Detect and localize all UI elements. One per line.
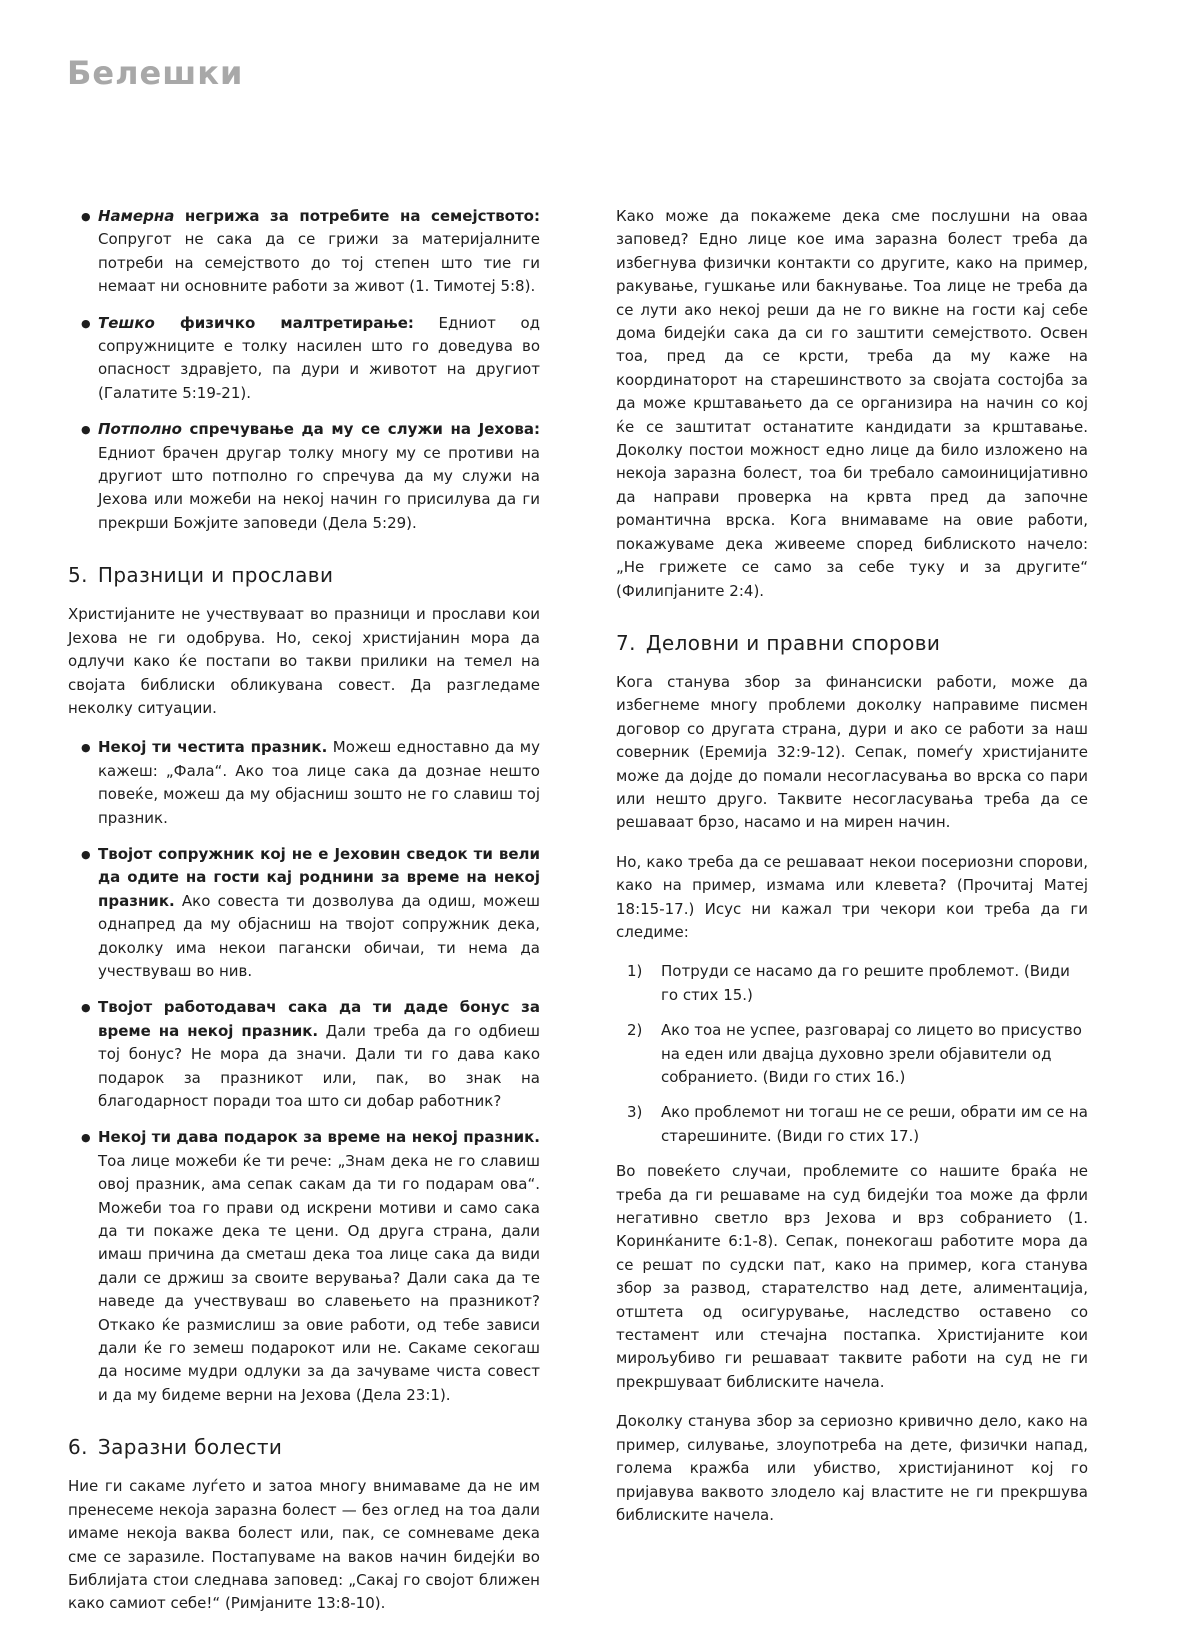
bullet-lead-emphasis: Тешко [98, 313, 155, 332]
bullet-lead: Твојот работодавач сака да ти даде бонус за време на некој празник. [98, 998, 540, 1040]
bullet-lead [98, 314, 414, 332]
bullet-item [98, 312, 540, 406]
section-5-bullet-list [68, 736, 540, 1407]
section-7-paragraph-4: Доколку станува збор за сериозно кривично дело, како на пример, силување, злоупотреба на дете, физички напад, голема кражба или убиство, христијанинот кој го пријавува ваквото злодело кај властите не ги прекршува библиските начела. [616, 1412, 1088, 1524]
step-number: 1) [627, 962, 643, 981]
bullet-text: Едниот од сопружниците е толку насилен што го доведува во опасност здравјето, па дури и животот на другиот (Галатите 5:19-21). [98, 313, 540, 402]
bullet-item [98, 843, 540, 983]
page-heading: Белешки [67, 54, 244, 92]
bullet-lead: Твојот сопружник кој не е Јеховин сведок ти вели да одите на гости кај роднини за време на некој празник. [98, 844, 540, 910]
step-text: Ако проблемот ни тогаш не се реши, обрати им се на старешините. (Види го стих 17.) [661, 1103, 1088, 1145]
section-7-paragraph-1: Кога станува збор за финансиски работи, може да избегнеме многу проблеми доколку направиме писмен договор со другата страна, дури и ако се работи за наш соверник (Еремија 32:9-12). Сепак, помеѓу христијаните може да дојде до помали несогласувања во врска со пари или нешто друго. Таквите несогласувања треба да се решаваат брзо, насамо и на мирен начин. [616, 672, 1088, 832]
step-item [616, 1019, 1088, 1089]
section-6-paragraph-2: Како може да покажеме дека сме послушни на оваа заповед? Едно лице кое има заразна болест треба да избегнува физички контакти со другите, како на пример, ракување, гушкање или бакнување. Тоа лице не треба да се лути ако некој реши да не го викне на гости кај себе дома бидејќи сака да си го заштити семејството. Освен тоа, пред да се крсти, треба да му каже на координаторот на старешинството за својата состојба за да може крштавањето да се организира на начин со кој ќе се заштитат останатите кандидати за крштавање. Доколку постои можност едно лице да било изложено на некоја заразна болест, тоа би требало самоиницијативно да направи проверка на крвта пред да започне романтична врска. Кога внимаваме на овие работи, покажуваме дека живееме според библиското начело: „Не грижете се само за себе туку и за другите“ (Филипјаните 2:4). [616, 207, 1088, 600]
right-column [616, 205, 1088, 1543]
bullet-lead-rest: негрижа за потребите на семејството: [174, 207, 540, 225]
bullet-text: Дали треба да го одбиеш тој бонус? Не мора да значи. Дали ти го дава како подарок за празникот или, пак, во знак на благодарност поради тоа што си добар работник? [98, 1021, 540, 1110]
section-7-paragraph-3: Во повеќето случаи, проблемите со нашите браќа не треба да ги решаваме на суд бидејќи тоа може да фрли негативно светло врз Јехова и врз собранието (1. Коринќаните 6:1-8). Сепак, понекогаш работите мора да се решат по судски пат, како на пример, кога станува збор за развод, старателство над дете, алиментација, отштета од осигурување, наследство оставено со тестамент или стечајна постапка. Христијаните кои мирољубиво ги решаваат таквите работи на суд не ги прекршуваат библиските начела. [616, 1162, 1088, 1391]
bullet-text: Можеш едноставно да му кажеш: „Фала“. Ако тоа лице сака да дознае нешто повеќе, можеш да му објасниш зошто не го славиш тој празник. [98, 738, 540, 827]
step-number: 3) [627, 1103, 643, 1122]
section-7-paragraph-2: Но, како треба да се решаваат некои посериозни спорови, како на пример, измама или клевета? (Прочитај Матеј 18:15-17.) Исус ни кажал три чекори кои треба да ги следиме: [616, 852, 1088, 941]
bullet-item [98, 205, 540, 299]
bullet-item [98, 996, 540, 1113]
bullet-lead: Некој ти дава подарок за време на некој празник. [98, 1128, 540, 1147]
bullet-lead [98, 420, 540, 438]
section-title: Заразни болести [97, 1435, 283, 1460]
section-title: Празници и прослави [97, 563, 334, 588]
bullet-lead [98, 207, 540, 225]
bullet-item [98, 418, 540, 535]
section-title: Деловни и правни спорови [645, 630, 941, 655]
step-item [616, 1101, 1088, 1148]
section-number: 7. [616, 630, 636, 655]
step-item [616, 960, 1088, 1007]
section-6-heading [68, 1433, 540, 1461]
section-number: 6. [68, 1435, 88, 1460]
bullet-lead-rest: спречување да му се служи на Јехова: [181, 420, 540, 439]
step-number: 2) [627, 1021, 643, 1040]
section-7-heading [616, 629, 1088, 657]
section-6-paragraph-1: Ние ги сакаме луѓето и затоа многу внимаваме да не им пренесеме некоја заразна болест — без оглед на тоа дали имаме некоја ваква болест или, пак, се сомневаме дека сме се заразиле. Постапуваме на ваков начин бидејќи во Библијата стои следнава заповед: „Сакај го својот ближен како самиот себе!“ (Римјаните 13:8-10). [68, 1477, 540, 1613]
bullet-lead-emphasis: Потполно [98, 420, 182, 439]
bullet-text: Едниот брачен другар толку многу му се противи на другиот што потполно го спречува да му служи на Јехова или можеби на некој начин го присилува да ги прекрши Божјите заповеди (Дела 5:29). [98, 443, 540, 532]
section-5-intro: Христијаните не учествуваат во празници и прослави кои Јехова не ги одобрува. Но, секој христијанин мора да одлучи како ќе постапи во такви прилики на темел на својата библиски обликувана совест. Да разгледаме неколку ситуации. [68, 605, 540, 717]
bullet-text: Сопругот не сака да се грижи за материјалните потреби на семејството до тој степен што тие ги немаат ни основните работи за живот (1. Тимотеј 5:8). [98, 230, 540, 296]
bullet-text: Тоа лице можеби ќе ти рече: „Знам дека не го славиш овој празник, ама сепак сакам да ти го подарам ова“. Можеби тоа го прави од искрени мотиви и само сака да ти покаже дека те цени. Од друга страна, дали имаш причина да сметаш дека тоа лице сака да види дали се држиш за своите верувања? Дали сака да те наведе да учествуваш во славењето на празникот? Откако ќе размислиш за овие работи, од тебе зависи дали ќе го земеш подарокот или не. Сакаме секогаш да носиме мудри одлуки за да зачуваме чиста совест и да му бидеме верни на Јехова (Дела 23:1). [98, 1151, 540, 1404]
bullet-item [98, 1126, 540, 1407]
left-column [68, 205, 540, 1632]
steps-list [616, 960, 1088, 1148]
bullet-lead-emphasis: Намерна [98, 207, 175, 225]
section-number: 5. [68, 563, 88, 588]
bullet-lead: Некој ти честита празник. [98, 738, 328, 757]
section-5-heading [68, 561, 540, 589]
bullet-lead-rest: физичко малтретирање: [154, 313, 414, 332]
intro-bullet-list [68, 205, 540, 535]
bullet-text: Ако совеста ти дозволува да одиш, можеш однапред да му објасниш на твојот сопружник дека, доколку има некои пагански обичаи, ти нема да учествуваш во нив. [98, 891, 540, 980]
bullet-item [98, 736, 540, 830]
step-text: Потруди се насамо да го решите проблемот. (Види го стих 15.) [661, 962, 1070, 1004]
step-text: Ако тоа не успее, разговарај со лицето во присуство на еден или двајца духовно зрели објавители од собранието. (Види го стих 16.) [661, 1021, 1082, 1086]
